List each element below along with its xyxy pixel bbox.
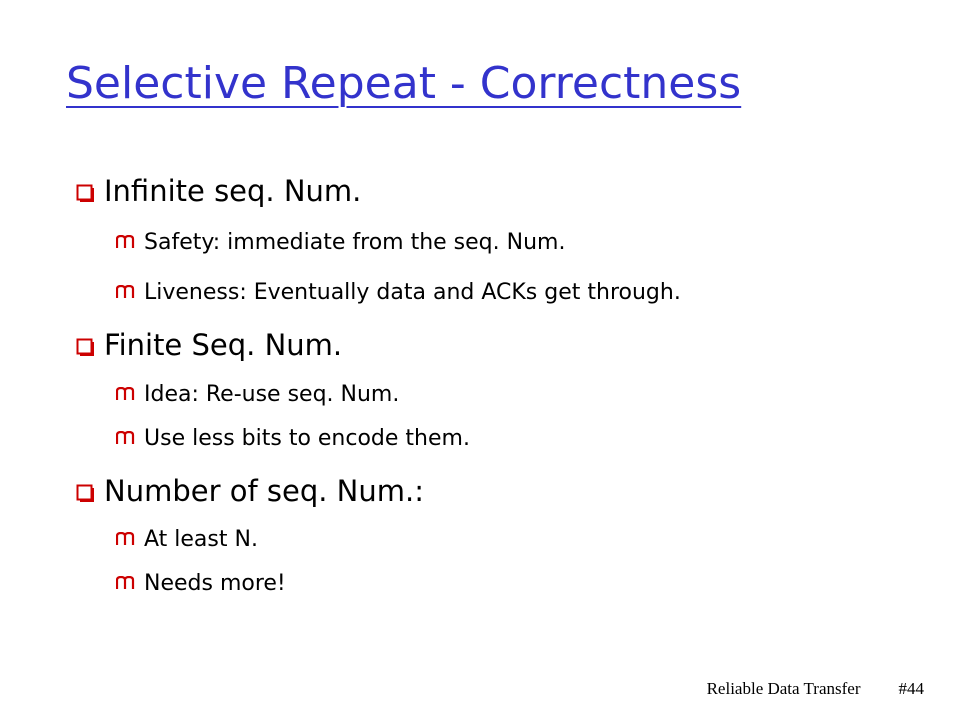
- slide-footer: [707, 679, 924, 699]
- subbullet-needs-more: [116, 571, 286, 596]
- subbullet-safety: [116, 230, 565, 255]
- subbullet-at-least-n: [116, 527, 258, 552]
- subbullet-less-bits: [116, 426, 470, 451]
- slide-title: Selective Repeat - Correctness: [66, 58, 742, 109]
- footer-label: Reliable Data Transfer: [706, 679, 861, 698]
- m-bullet-icon: [116, 532, 136, 546]
- bullet-text: Infinite seq. Num.: [104, 174, 362, 208]
- bullet-text: Finite Seq. Num.: [104, 328, 343, 362]
- page-number: #44: [898, 679, 924, 698]
- subbullet-text: Use less bits to encode them.: [144, 426, 470, 451]
- bullet-number-seq: [76, 474, 424, 508]
- subbullet-text: Needs more!: [144, 571, 286, 596]
- m-bullet-icon: [116, 285, 136, 299]
- m-bullet-icon: [116, 576, 136, 590]
- m-bullet-icon: [116, 235, 136, 249]
- m-bullet-icon: [116, 387, 136, 401]
- subbullet-text: At least N.: [144, 527, 258, 552]
- subbullet-liveness: [116, 280, 681, 305]
- subbullet-idea: [116, 382, 399, 407]
- bullet-text: Number of seq. Num.:: [104, 474, 424, 508]
- box-bullet-icon: [76, 338, 94, 356]
- subbullet-text: Liveness: Eventually data and ACKs get through.: [144, 280, 681, 305]
- bullet-infinite-seq: [76, 174, 361, 208]
- m-bullet-icon: [116, 431, 136, 445]
- box-bullet-icon: [76, 184, 94, 202]
- subbullet-text: Idea: Re-use seq. Num.: [144, 382, 400, 407]
- subbullet-text: Safety: immediate from the seq. Num.: [144, 230, 566, 255]
- bullet-finite-seq: [76, 328, 342, 362]
- box-bullet-icon: [76, 484, 94, 502]
